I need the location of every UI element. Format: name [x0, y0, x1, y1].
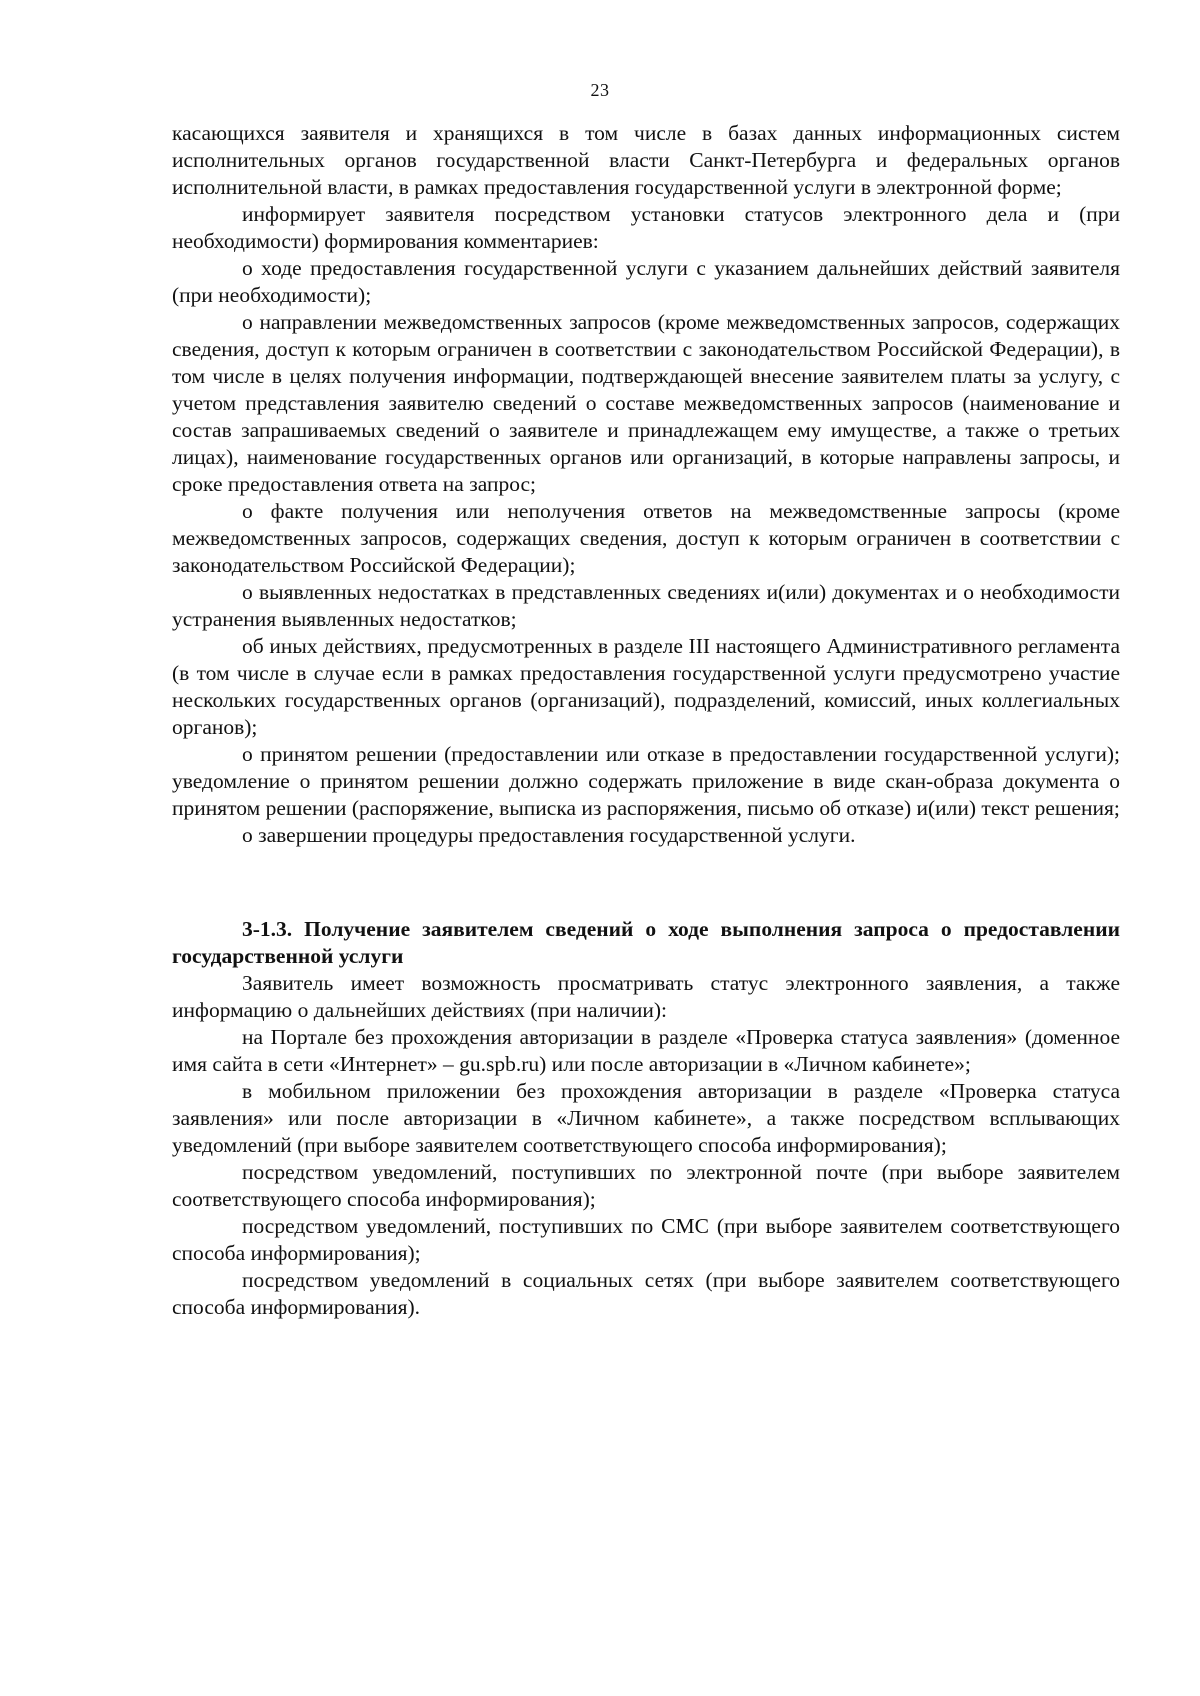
paragraph: о принятом решении (предоставлении или отказе в предоставлении государственной услуги); уведомление о принятом решении должно содержать приложение в виде скан-образа документа о принятом решении (распоряжение, выписка из распоряжения, письмо об отказе) и(или) текст решения; [172, 742, 1120, 820]
paragraph: о факте получения или неполучения ответов на межведомственные запросы (кроме межведомственных запросов, содержащих сведения, доступ к которым ограничен в соответствии с законодательством Российской Федерации); [172, 499, 1120, 577]
paragraph: Заявитель имеет возможность просматривать статус электронного заявления, а также информацию о дальнейших действиях (при наличии): [172, 971, 1120, 1022]
paragraph: информирует заявителя посредством установки статусов электронного дела и (при необходимости) формирования комментариев: [172, 202, 1120, 253]
paragraph: на Портале без прохождения авторизации в разделе «Проверка статуса заявления» (доменное имя сайта в сети «Интернет» – gu.spb.ru) или после авторизации в «Личном кабинете»; [172, 1025, 1120, 1076]
section-title: Получение заявителем сведений о ходе выполнения запроса о предоставлении государственной услуги [172, 917, 1121, 968]
paragraph: о ходе предоставления государственной услуги с указанием дальнейших действий заявителя (при необходимости); [172, 256, 1120, 307]
paragraph: посредством уведомлений в социальных сетях (при выборе заявителем соответствующего способа информирования). [172, 1268, 1120, 1319]
paragraph: в мобильном приложении без прохождения авторизации в разделе «Проверка статуса заявления» или после авторизации в «Личном кабинете», а также посредством всплывающих уведомлений (при выборе заявителем соответствующего способа информирования); [172, 1079, 1120, 1157]
section-gap [172, 849, 1120, 916]
paragraph: об иных действиях, предусмотренных в разделе III настоящего Административного регламента (в том числе в случае если в рамках предоставления государственной услуги предусмотрено участие нескольких государственных органов (организаций), подразделений, комиссий, иных коллегиальных органов); [172, 634, 1120, 739]
page-number: 23 [590, 80, 610, 100]
document-body [172, 120, 1120, 1321]
paragraph: посредством уведомлений, поступивших по электронной почте (при выборе заявителем соответствующего способа информирования); [172, 1160, 1120, 1211]
paragraph: о выявленных недостатках в представленных сведениях и(или) документах и о необходимости устранения выявленных недостатков; [172, 580, 1120, 631]
paragraph: касающихся заявителя и хранящихся в том числе в базах данных информационных систем исполнительных органов государственной власти Санкт-Петербурга и федеральных органов исполнительной власти, в рамках предоставления государственной услуги в электронной форме; [172, 121, 1120, 199]
section-number: 3-1.3. [242, 917, 293, 941]
paragraph: о завершении процедуры предоставления государственной услуги. [242, 823, 856, 847]
paragraph: посредством уведомлений, поступивших по СМС (при выборе заявителем соответствующего способа информирования); [172, 1214, 1120, 1265]
paragraph: о направлении межведомственных запросов (кроме межведомственных запросов, содержащих сведения, доступ к которым ограничен в соответствии с законодательством Российской Федерации), в том числе в целях получения информации, подтверждающей внесение заявителем платы за услугу, с учетом представления заявителю сведений о составе межведомственных запросов (наименование и состав запрашиваемых сведений о заявителе и принадлежащем ему имуществе, а также о третьих лицах), наименование государственных органов или организаций, в которые направлены запросы, и сроке предоставления ответа на запрос; [172, 310, 1120, 496]
section-heading [172, 916, 1120, 970]
